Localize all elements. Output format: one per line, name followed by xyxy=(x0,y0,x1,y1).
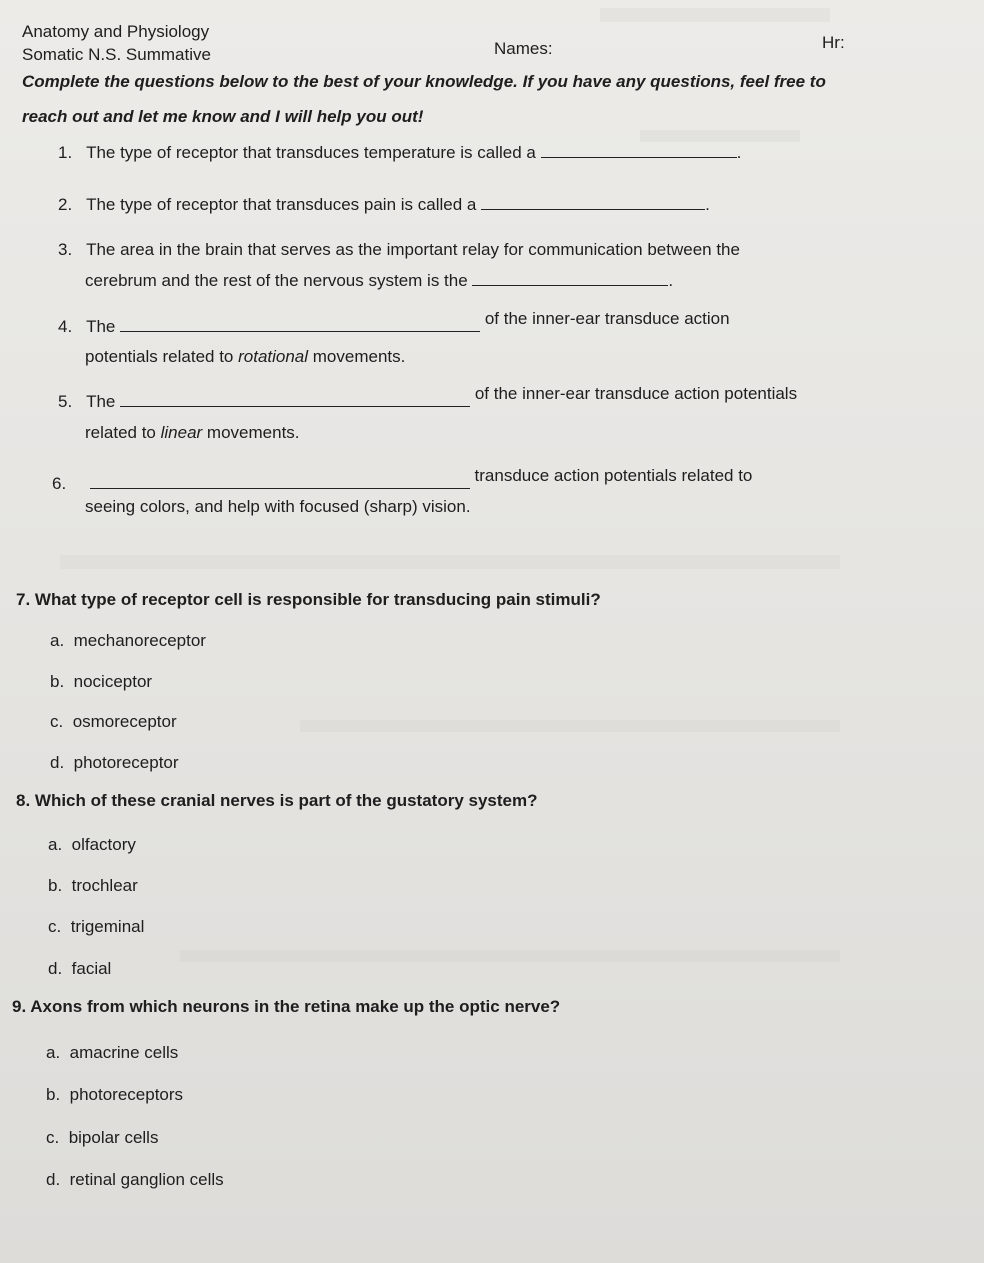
question-number: 1. xyxy=(58,143,73,162)
option-8c[interactable]: c. trigeminal xyxy=(48,917,145,936)
bleed-through-mark xyxy=(600,8,830,22)
question-8: 8. Which of these cranial nerves is part of the gustatory system? xyxy=(16,791,538,810)
question-number: 2. xyxy=(58,195,73,214)
option-8b[interactable]: b. trochlear xyxy=(48,876,138,895)
question-number: 5. xyxy=(58,392,73,411)
option-9a[interactable]: a. amacrine cells xyxy=(46,1043,179,1062)
assessment-title: Somatic N.S. Summative xyxy=(22,45,211,64)
option-9c[interactable]: c. bipolar cells xyxy=(46,1128,159,1147)
question-3 xyxy=(58,240,740,260)
question-text: The type of receptor that transduces temperature is called a xyxy=(86,143,536,162)
option-9b[interactable]: b. photoreceptors xyxy=(46,1085,184,1104)
answer-blank[interactable] xyxy=(120,317,480,332)
option-7a[interactable]: a. mechanoreceptor xyxy=(50,631,206,650)
bleed-through-mark xyxy=(300,720,840,732)
bleed-through-mark xyxy=(60,555,840,569)
question-6: 6. transduce action potentials related to xyxy=(52,466,753,493)
question-9: 9. Axons from which neurons in the retina make up the optic nerve? xyxy=(12,997,561,1016)
question-5-line-2: related to linear movements. xyxy=(85,423,300,442)
option-8d[interactable]: d. facial xyxy=(48,959,112,978)
answer-blank[interactable] xyxy=(541,143,737,158)
question-6-line-2: seeing colors, and help with focused (sharp) vision. xyxy=(85,497,471,516)
answer-blank[interactable] xyxy=(120,392,470,407)
answer-blank[interactable] xyxy=(90,474,470,489)
question-text: The type of receptor that transduces pain is called a xyxy=(86,195,477,214)
bleed-through-mark xyxy=(640,130,800,142)
question-4: 4. The of the inner-ear transduce action xyxy=(58,309,730,336)
question-4-line-2: potentials related to rotational movements. xyxy=(85,347,406,366)
question-3-line-2: cerebrum and the rest of the nervous system is the . xyxy=(85,271,674,290)
question-number: 4. xyxy=(58,317,73,336)
option-7b[interactable]: b. nociceptor xyxy=(50,672,153,691)
option-9d[interactable]: d. retinal ganglion cells xyxy=(46,1170,224,1189)
option-7c[interactable]: c. osmoreceptor xyxy=(50,712,177,731)
course-title: Anatomy and Physiology xyxy=(22,22,210,41)
question-5: 5. The of the inner-ear transduce action potentials xyxy=(58,384,798,411)
answer-blank[interactable] xyxy=(472,271,668,286)
instructions-line-2: reach out and let me know and I will help you out! xyxy=(22,107,424,126)
question-text: The area in the brain that serves as the important relay for communication between the xyxy=(86,240,740,259)
question-1: 1. The type of receptor that transduces temperature is called a . xyxy=(58,143,742,162)
option-7d[interactable]: d. photoreceptor xyxy=(50,753,179,772)
instructions-line-1: Complete the questions below to the best of your knowledge. If you have any questions, feel free to xyxy=(22,72,826,91)
bleed-through-mark xyxy=(180,950,840,962)
question-2: 2. The type of receptor that transduces pain is called a . xyxy=(58,195,710,214)
names-label: Names: xyxy=(494,39,553,58)
question-7: 7. What type of receptor cell is responsible for transducing pain stimuli? xyxy=(16,590,601,609)
question-number: 3. xyxy=(58,240,73,259)
option-8a[interactable]: a. olfactory xyxy=(48,835,136,854)
answer-blank[interactable] xyxy=(481,195,705,210)
hour-label: Hr: xyxy=(822,33,845,52)
question-number: 6. xyxy=(52,474,67,493)
